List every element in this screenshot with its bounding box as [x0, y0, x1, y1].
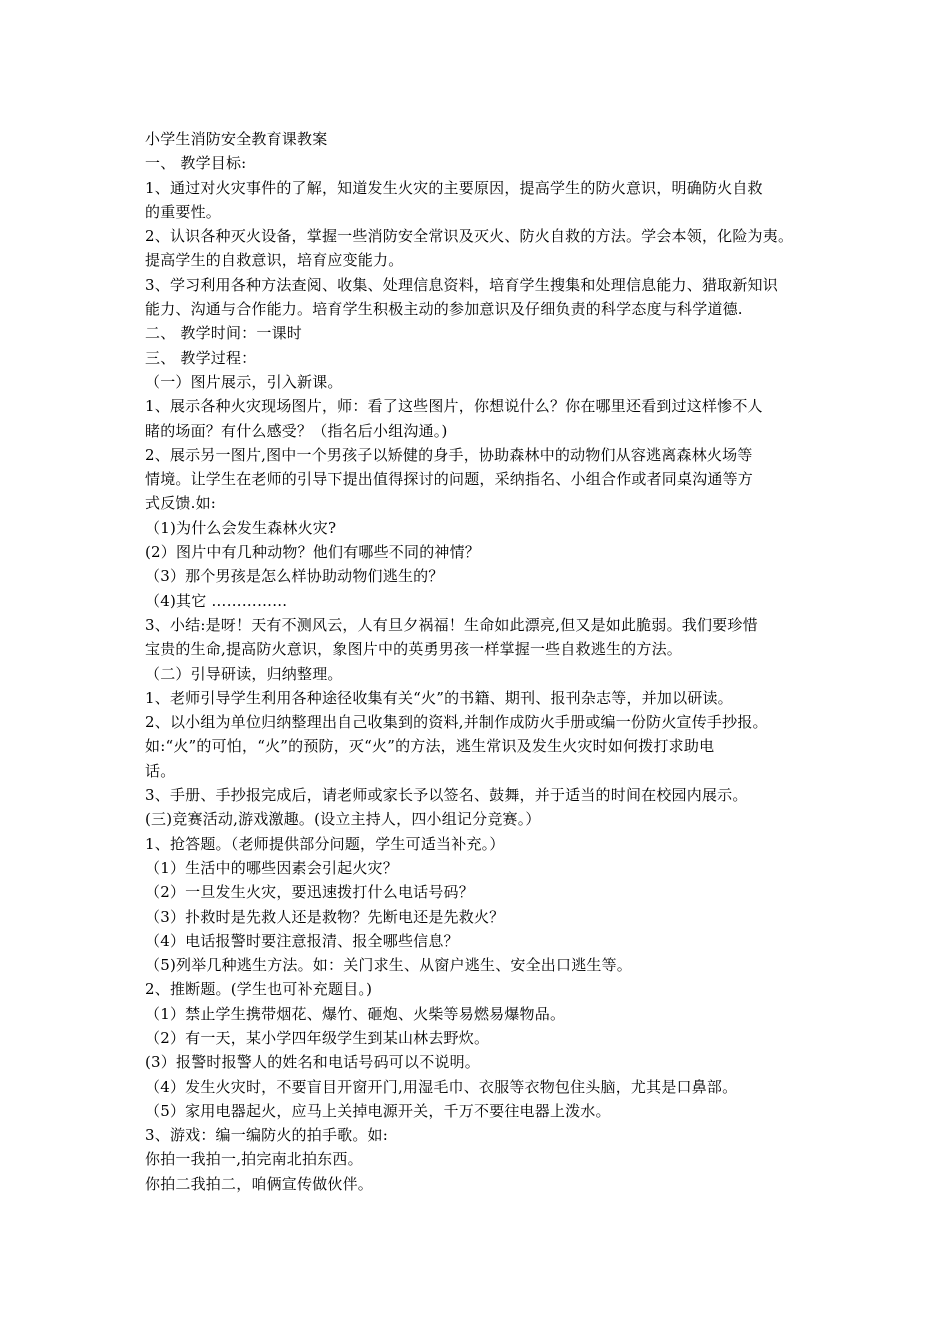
subsection-heading: (三)竞赛活动,游戏激趣。(设立主持人，四小组记分竞赛。） — [145, 810, 541, 829]
text-line: 能力、沟通与合作能力。培育学生积极主动的参加意识及仔细负责的科学态度与科学道德. — [145, 300, 743, 319]
text-line: 2、以小组为单位归纳整理出自己收集到的资料,并制作成防火手册或编一份防火宣传手抄报。 — [145, 713, 768, 732]
text-line: 的重要性。 — [145, 202, 222, 221]
list-item: （1）禁止学生携带烟花、爆竹、砸炮、火柴等易燃易爆物品。 — [145, 1004, 566, 1023]
text-line: 1、通过对火灾事件的了解，知道发生火灾的主要原因，提高学生的防火意识，明确防火自救 — [145, 178, 763, 197]
text-line: 3、手册、手抄报完成后，请老师或家长予以签名、鼓舞，并于适当的时间在校园内展示。 — [145, 786, 748, 805]
text-line: 提高学生的自救意识，培育应变能力。 — [145, 251, 404, 270]
document-body — [145, 127, 825, 1196]
list-item: （5)列举几种逃生方法。如：关门求生、从窗户逃生、安全出口逃生等。 — [145, 956, 632, 975]
document-title: 小学生消防安全教育课教案 — [145, 130, 328, 148]
text-line: 你拍二我拍二，咱俩宣传做伙伴。 — [145, 1174, 374, 1193]
text-line: 情境。让学生在老师的引导下提出值得探讨的问题，采纳指名、小组合作或者同桌沟通等方 — [145, 470, 754, 489]
list-item: （4)其它 …………… — [145, 591, 288, 610]
text-line: 1、老师引导学生利用各种途径收集有关“火”的书籍、期刊、报刊杂志等，并加以研读。 — [145, 688, 733, 707]
list-item: （3）扑救时是先救人还是救物？先断电还是先救火？ — [145, 907, 505, 926]
text-line: 你拍一我拍一,拍完南北拍东西。 — [145, 1150, 363, 1169]
text-line: 1、展示各种火灾现场图片，师：看了这些图片，你想说什么？你在哪里还看到过这样惨不人 — [145, 397, 763, 416]
list-item: (2）图片中有几种动物？他们有哪些不同的神情？ — [145, 543, 480, 562]
text-line: 如:“火”的可怕，“火”的预防，灭“火”的方法，逃生常识及发生火灾时如何拨打求助电 — [145, 737, 715, 756]
text-line: 3、游戏：编一编防火的拍手歌。如: — [145, 1126, 388, 1145]
text-line: 1、抢答题。（老师提供部分问题，学生可适当补充。） — [145, 834, 505, 853]
text-line: 2、展示另一图片,图中一个男孩子以矫健的身手，协助森林中的动物们从容逃离森林火场等 — [145, 445, 753, 464]
list-item: (3）报警时报警人的姓名和电话号码可以不说明。 — [145, 1053, 480, 1072]
list-item: （5）家用电器起火，应马上关掉电源开关，千万不要往电器上泼水。 — [145, 1101, 611, 1120]
text-line: 话。 — [145, 761, 176, 780]
section-heading: 一、 教学目标: — [145, 154, 247, 173]
section-heading: 二、 教学时间：一课时 — [145, 324, 302, 343]
list-item: （4）电话报警时要注意报清、报全哪些信息？ — [145, 931, 459, 950]
section-heading: 三、 教学过程： — [145, 348, 257, 367]
text-line: 式反馈.如: — [145, 494, 217, 513]
text-line: 3、学习利用各种方法查阅、收集、处理信息资料，培育学生搜集和处理信息能力、猎取新知识 — [145, 275, 778, 294]
list-item: （2）有一天，某小学四年级学生到某山林去野炊。 — [145, 1028, 490, 1047]
list-item: （4）发生火灾时，不要盲目开窗开门,用湿毛巾、衣服等衣物包住头脑，尤其是口鼻部。 — [145, 1077, 738, 1096]
list-item: （1）生活中的哪些因素会引起火灾？ — [145, 858, 398, 877]
text-line: 2、推断题。(学生也可补充题目。) — [145, 980, 373, 999]
list-item: （2）一旦发生火灾，要迅速拨打什么电话号码？ — [145, 883, 474, 902]
text-line: 宝贵的生命,提高防火意识，象图片中的英勇男孩一样掌握一些自救逃生的方法。 — [145, 640, 682, 659]
list-item: （3）那个男孩是怎么样协助动物们逃生的？ — [145, 567, 444, 586]
text-line: 3、小结:是呀！天有不测风云，人有旦夕祸福！生命如此漂亮,但又是如此脆弱。我们要珍惜 — [145, 615, 758, 634]
subsection-heading: （一）图片展示，引入新课。 — [145, 372, 343, 391]
text-line: 睹的场面？有什么感受？（指名后小组沟通。) — [145, 421, 448, 440]
subsection-heading: （二）引导研读，归纳整理。 — [145, 664, 343, 683]
list-item: （1)为什么会发生森林火灾? — [145, 518, 337, 537]
text-line: 2、认识各种灭火设备，掌握一些消防安全常识及灭火、防火自救的方法。学会本领，化险为夷。 — [145, 227, 794, 246]
